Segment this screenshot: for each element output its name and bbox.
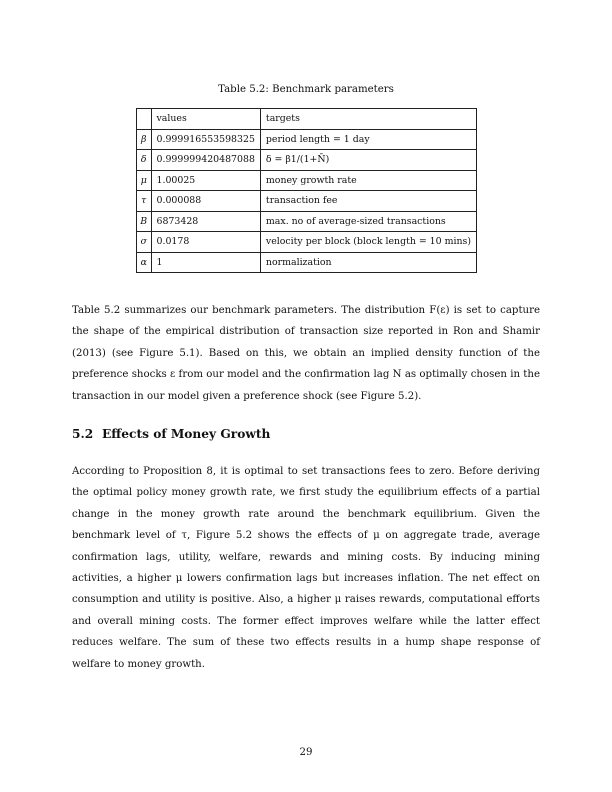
section-number: 5.2 — [72, 427, 94, 441]
table-header-row — [137, 109, 477, 130]
param-value: 1.00025 — [151, 170, 260, 191]
table-caption: Table 5.2: Benchmark parameters — [218, 84, 394, 95]
table-row — [137, 232, 477, 253]
header-cell-symbol — [137, 109, 152, 130]
param-target: period length = 1 day — [260, 129, 476, 150]
param-value: 0.0178 — [151, 232, 260, 253]
section-title: Effects of Money Growth — [102, 427, 271, 441]
param-symbol: α — [137, 252, 152, 273]
param-symbol: μ — [137, 170, 152, 191]
page-number: 29 — [299, 747, 313, 758]
param-value: 0.999916553598325 — [151, 129, 260, 150]
table-row — [137, 129, 477, 150]
param-target: velocity per block (block length = 10 mins) — [260, 232, 476, 253]
paragraph-benchmark-summary: Table 5.2 summarizes our benchmark parameters. The distribution F(ε) is set to capture the shape of the empirical distribution of transaction size reported in Ron and Shamir (2013) (see Figure 5.1). Based on this, we obtain an implied density function of the preference shocks ε from our model and the confirmation lag N as optimally chosen in the transaction in our model given a preference shock (see Figure 5.2). — [72, 305, 540, 402]
param-target: max. no of average-sized transactions — [260, 211, 476, 232]
param-symbol: B — [137, 211, 152, 232]
param-value: 0.999999420487088 — [151, 150, 260, 171]
param-value: 0.000088 — [151, 191, 260, 212]
param-symbol: δ — [137, 150, 152, 171]
param-value: 6873428 — [151, 211, 260, 232]
header-cell-targets: targets — [260, 109, 476, 130]
table-row — [137, 211, 477, 232]
param-value: 1 — [151, 252, 260, 273]
param-symbol: τ — [137, 191, 152, 212]
table-row — [137, 150, 477, 171]
table-row — [137, 252, 477, 273]
section-heading — [72, 427, 270, 441]
paragraph-money-growth-effects: According to Proposition 8, it is optimal to set transactions fees to zero. Before deriving the optimal policy money growth rate, we first study the equilibrium effects of a partial change in the money growth rate around the benchmark equilibrium. Given the benchmark level of τ, Figure 5.2 shows the effects of μ on aggregate trade, average confirmation lags, utility, welfare, rewards and mining costs. By inducing mining activities, a higher μ lowers confirmation lags but increases inflation. The net effect on consumption and utility is positive. Also, a higher μ raises rewards, computational efforts and overall mining costs. The former effect improves welfare while the latter effect reduces welfare. The sum of these two effects results in a hump shape response of welfare to money growth. — [72, 466, 540, 670]
param-target: money growth rate — [260, 170, 476, 191]
param-target: normalization — [260, 252, 476, 273]
param-symbol: β — [137, 129, 152, 150]
table-row — [137, 170, 477, 191]
header-cell-values: values — [151, 109, 260, 130]
param-target: transaction fee — [260, 191, 476, 212]
param-symbol: σ — [137, 232, 152, 253]
table-row — [137, 191, 477, 212]
benchmark-parameters-table — [136, 108, 477, 273]
param-target: δ = β1/(1+N̄) — [260, 150, 476, 171]
